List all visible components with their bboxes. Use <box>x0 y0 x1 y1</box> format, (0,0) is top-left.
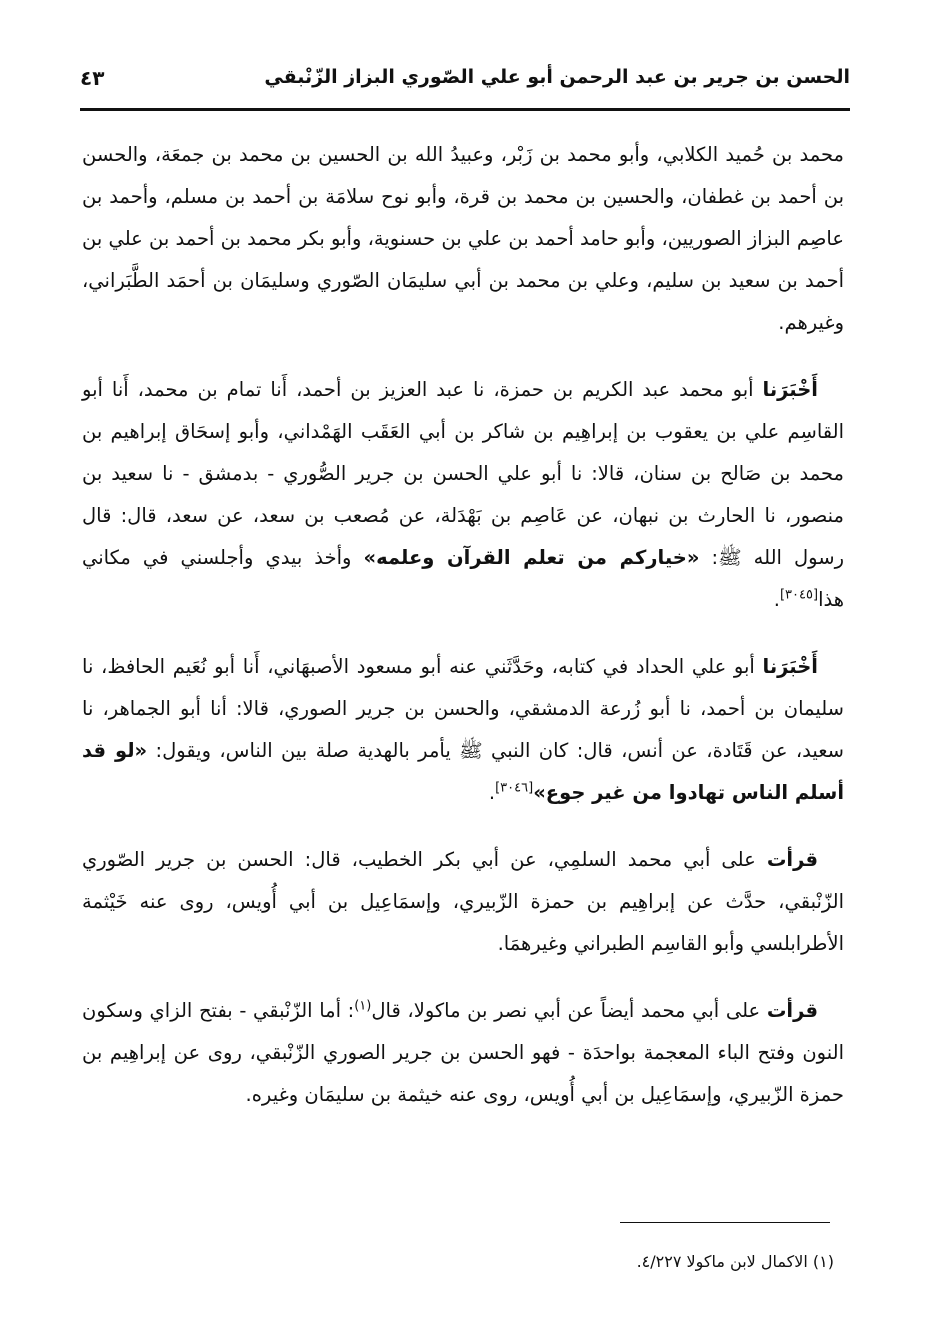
akhbarana-keyword: أَخْبَرَنا <box>762 655 818 678</box>
paragraph-end: . <box>773 588 780 611</box>
page-header <box>80 62 850 106</box>
page-body <box>82 134 844 1141</box>
paragraph-text-continued: : أما الزّنْبقي - بفتح الزاي وسكون النون وفتح الباء المعجمة بواحدَة - فهو الحسن بن جرير الصوري الزّنْبقي، روى عن إبراهِيم بن حمزة الزّبيري، وإسمَاعِيل بن أبي أُويس، روى عنه خيثمة بن سليمَان وغيره. <box>82 999 844 1106</box>
paragraph-4 <box>82 839 844 965</box>
paragraph-text-continued: وأخذ بيدي وأجلسني في مكاني هذا <box>82 546 844 611</box>
hadith-number: [٣٠٤٥] <box>779 587 819 603</box>
paragraph-text: محمد بن حُميد الكلابي، وأبو محمد بن زَبْر، وعبيدُ الله بن الحسين بن محمد بن جمعَة، والحسن بن أحمد بن غطفان، والحسين بن محمد بن قرة، وأبو نوح سلامَة بن أحمد بن مسلم، وأحمد بن عاصِم البزاز الصوريين، وأبو حامد أحمد بن علي بن حسنوية، وأبو بكر محمد بن أحمد بن علي بن أحمد بن سعيد بن سليم، وعلي بن محمد بن أبي سليمَان الصّوري وسليمَان بن أحمَد الطَّبَراني، وغيرهم. <box>82 143 844 334</box>
footnote-rule <box>620 1222 830 1223</box>
running-title: الحسن بن جرير بن عبد الرحمن أبو علي الصّوري البزاز الزّنْبقي <box>264 66 850 88</box>
paragraph-5 <box>82 990 844 1116</box>
qaraat-keyword: قرأت <box>766 999 818 1022</box>
footnote: (١) الاكمال لابن ماكولا ٤/٢٢٧. <box>636 1252 834 1271</box>
hadith-text: «خياركم من تعلم القرآن وعلمه» <box>363 546 700 569</box>
paragraph-end: . <box>488 781 496 804</box>
paragraph-text: على أبي محمد أيضاً عن أبي نصر بن ماكولا، قال <box>371 999 767 1022</box>
paragraph-3 <box>82 646 844 814</box>
paragraph-text: أبو علي الحداد في كتابه، وحَدَّثَني عنه أبو مسعود الأصبهَاني، أَنا أبو نُعَيم الحافظ، نا سليمان بن أحمد، نا أبو زُرعة الدمشقي، والحسن بن جرير الصوري، قالا: أنا أبو الجماهر، نا سعيد، عن قَتَادة، عن أنس، قال: كان النبي ﷺ يأمر بالهدية صلة بين الناس، ويقول: <box>82 655 844 762</box>
page-number: ٤٣ <box>80 66 105 90</box>
hadith-text: «لو قد أسلم الناس تهادوا من غير جوع» <box>82 739 844 804</box>
paragraph-text: على أبي محمد السلمِي، عن أبي بكر الخطيب، قال: الحسن بن جرير الصّوري الزّنْبقي، حدَّث عن إبراهِيم بن حمزة الزّبيري، وإسمَاعِيل بن أبي أُويس، روى عنه خَيْثمة الأطرابلسي وأبو القاسِم الطبراني وغيرهمَا. <box>82 848 844 955</box>
footnote-marker: (١) <box>354 998 372 1014</box>
akhbarana-keyword: أَخْبَرَنا <box>762 378 818 401</box>
header-rule <box>80 108 850 111</box>
paragraph-text: أبو محمد عبد الكريم بن حمزة، نا عبد العزيز بن أحمد، أَنا تمام بن محمد، أَنا أبو القاسِم علي بن يعقوب بن إبراهِيم بن شاكر بن أبي العَقَب الهَمْداني، وأبو إسحَاق إبراهيم بن محمد بن صَالح بن سنان، قالا: نا أبو علي الحسن بن جرير الصُّوري - بدمشق - نا سعيد بن منصور، نا الحارث بن نبهان، عن عَاصِم بن بَهْدَلة، عن مُصعب بن سعد، عن سعد، قال: قال رسول الله ﷺ: <box>82 378 844 569</box>
qaraat-keyword: قرأت <box>766 848 818 871</box>
paragraph-2 <box>82 369 844 621</box>
hadith-number: [٣٠٤٦] <box>495 780 534 796</box>
paragraph-1 <box>82 134 844 344</box>
